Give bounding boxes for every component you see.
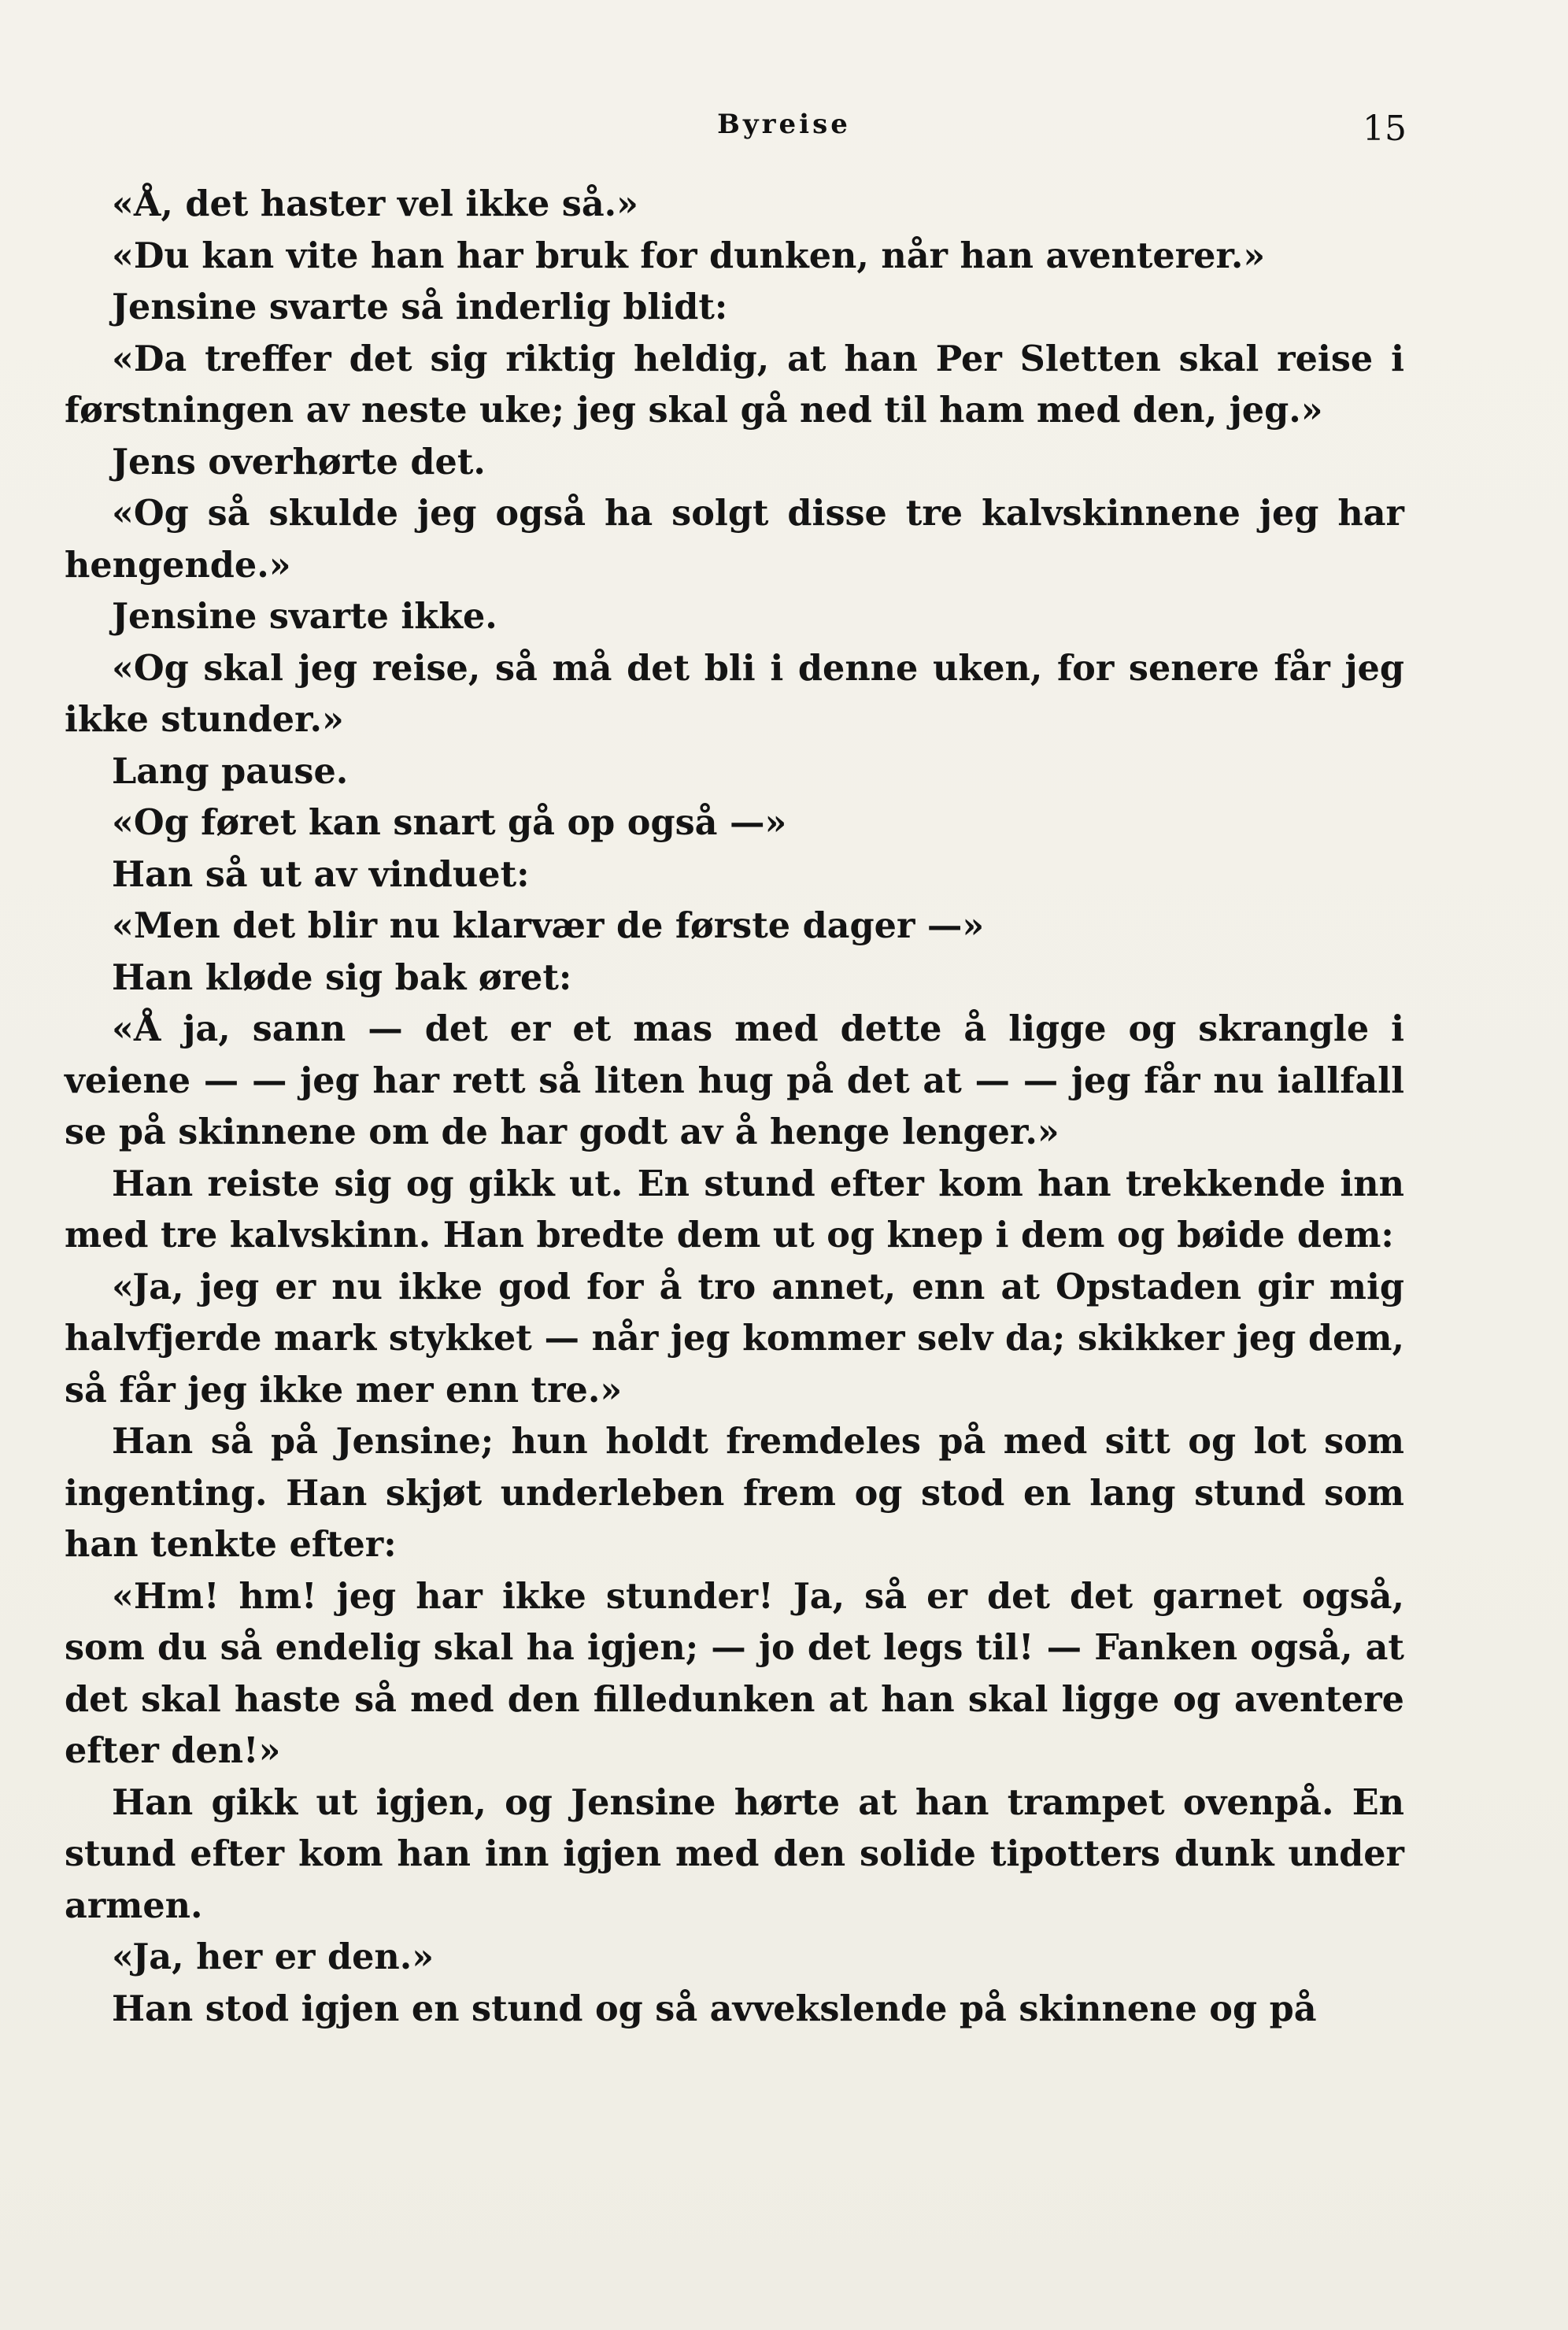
paragraph: Han stod igjen en stund og så avvekslende på skinnene og på <box>112 1988 1317 2029</box>
paragraph: «Og føret kan snart gå op også —» <box>112 802 787 843</box>
paragraph: Lang pause. <box>112 750 349 792</box>
paragraph: «Og skal jeg reise, så må det bli i denne uken, for senere får jeg ikke stunder.» <box>65 647 1404 740</box>
running-title: Byreise <box>717 109 851 140</box>
paragraph: Han reiste sig og gikk ut. En stund efter kom han trekkende inn med tre kalvskinn. Han bredte dem ut og knep i dem og bøide dem: <box>65 1163 1404 1256</box>
paragraph: «Ja, jeg er nu ikke god for å tro annet, enn at Opstaden gir mig halvfjerde mark stykket — når jeg kommer selv da; skikker jeg dem, så får jeg ikke mer enn tre.» <box>65 1266 1404 1411</box>
paragraph: Jens overhørte det. <box>112 441 486 483</box>
paragraph: Han så ut av vinduet: <box>112 853 530 895</box>
paragraph: Han gikk ut igjen, og Jensine hørte at han trampet ovenpå. En stund efter kom han inn igjen med den solide tipotters dunk under armen. <box>65 1781 1404 1926</box>
body-text <box>65 179 1404 2035</box>
paragraph: «Da treffer det sig riktig heldig, at han Per Sletten skal reise i førstningen av neste uke; jeg skal gå ned til ham med den, jeg.» <box>65 338 1404 431</box>
paragraph: «Å, det haster vel ikke så.» <box>112 183 638 224</box>
paragraph: «Men det blir nu klarvær de første dager —» <box>112 905 985 946</box>
page-number: 15 <box>1363 109 1407 149</box>
running-head <box>0 102 1568 150</box>
paragraph: Han kløde sig bak øret: <box>112 956 572 998</box>
paragraph: «Hm! hm! jeg har ikke stunder! Ja, så er det det garnet også, som du så endelig skal ha igjen; — jo det legs til! — Fanken også, at det skal haste så med den filledunken at han skal ligge og aventere efter den!» <box>65 1575 1404 1771</box>
paragraph: Jensine svarte ikke. <box>112 596 497 637</box>
paragraph: Jensine svarte så inderlig blidt: <box>112 287 728 327</box>
paragraph: Han så på Jensine; hun holdt fremdeles på med sitt og lot som ingenting. Han skjøt underleben frem og stod en lang stund som han tenkte efter: <box>65 1421 1404 1565</box>
paragraph: «Og så skulde jeg også ha solgt disse tre kalvskinnene jeg har hengende.» <box>65 493 1404 586</box>
paragraph: «Ja, her er den.» <box>112 1936 435 1977</box>
paragraph: «Å ja, sann — det er et mas med dette å ligge og skrangle i veiene — — jeg har rett så liten hug på det at — — jeg får nu iallfall se på skinnene om de har godt av å henge lenger.» <box>65 1008 1404 1152</box>
paragraph: «Du kan vite han har bruk for dunken, når han aventerer.» <box>112 235 1266 276</box>
